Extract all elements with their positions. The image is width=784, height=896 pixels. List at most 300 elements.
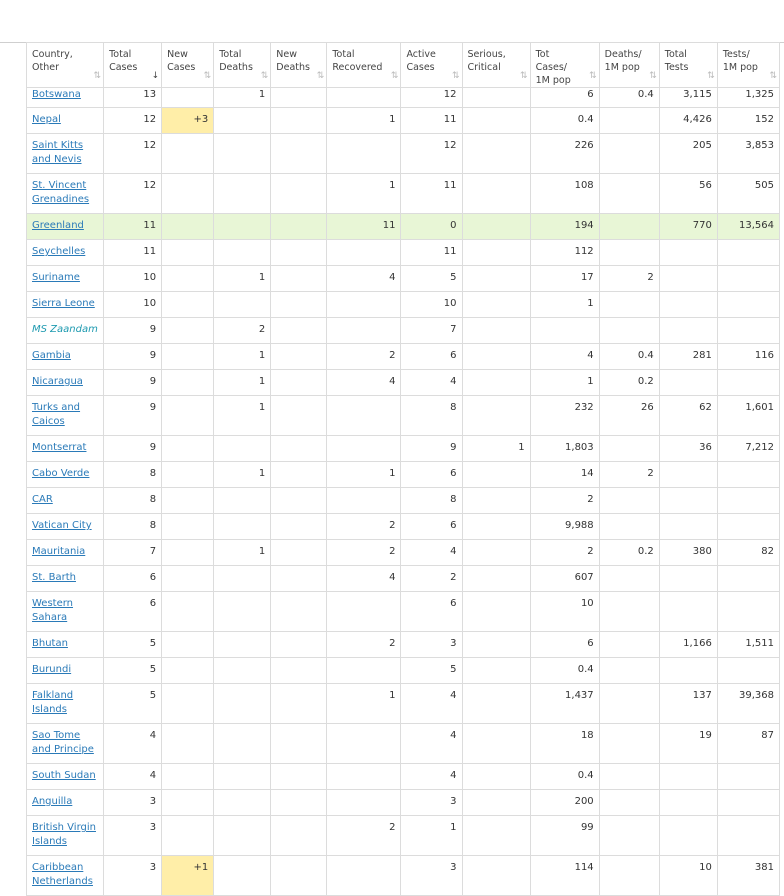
country-cell xyxy=(27,514,104,540)
data-cell: 9 xyxy=(104,396,162,436)
country-link[interactable]: St. Barth xyxy=(32,572,76,583)
data-cell xyxy=(462,396,530,436)
column-header[interactable] xyxy=(401,43,462,88)
table-row xyxy=(27,370,780,396)
data-cell: 17 xyxy=(530,266,599,292)
data-cell xyxy=(162,764,214,790)
data-cell xyxy=(271,632,327,658)
country-link[interactable]: Seychelles xyxy=(32,246,86,257)
table-row xyxy=(27,632,780,658)
data-cell xyxy=(214,514,271,540)
data-cell: 770 xyxy=(659,214,717,240)
data-cell: 2 xyxy=(327,344,401,370)
data-cell xyxy=(162,370,214,396)
data-cell: 0.4 xyxy=(599,88,659,108)
data-cell: 11 xyxy=(401,174,462,214)
data-cell xyxy=(214,292,271,318)
data-cell xyxy=(462,684,530,724)
column-header[interactable] xyxy=(104,43,162,88)
data-cell xyxy=(717,816,779,856)
country-cell xyxy=(27,370,104,396)
country-cell xyxy=(27,462,104,488)
data-cell xyxy=(327,488,401,514)
column-header[interactable] xyxy=(162,43,214,88)
data-cell: 4,426 xyxy=(659,108,717,134)
data-cell xyxy=(327,436,401,462)
data-cell: 8 xyxy=(104,514,162,540)
data-cell xyxy=(162,540,214,566)
data-cell: 1 xyxy=(530,370,599,396)
header-row xyxy=(27,43,780,88)
data-cell xyxy=(599,240,659,266)
data-cell: 226 xyxy=(530,134,599,174)
column-header[interactable] xyxy=(717,43,779,88)
data-cell: 10 xyxy=(104,292,162,318)
data-cell: 607 xyxy=(530,566,599,592)
country-link[interactable]: Bhutan xyxy=(32,638,68,649)
data-cell: 3 xyxy=(104,816,162,856)
data-cell xyxy=(462,462,530,488)
table-viewport[interactable] xyxy=(0,42,784,887)
data-cell xyxy=(462,514,530,540)
country-link[interactable]: Vatican City xyxy=(32,520,92,531)
table-row xyxy=(27,724,780,764)
data-cell: 4 xyxy=(401,724,462,764)
data-cell: 380 xyxy=(659,540,717,566)
data-cell: 12 xyxy=(104,108,162,134)
data-cell: 8 xyxy=(104,488,162,514)
data-cell: +1 xyxy=(162,856,214,896)
data-cell xyxy=(327,318,401,344)
country-link[interactable]: Anguilla xyxy=(32,796,73,807)
table-row xyxy=(27,174,780,214)
data-cell xyxy=(462,816,530,856)
country-link[interactable]: Greenland xyxy=(32,220,84,231)
table-row xyxy=(27,816,780,856)
data-cell xyxy=(162,684,214,724)
data-cell: 2 xyxy=(327,514,401,540)
table-row xyxy=(27,88,780,108)
data-cell: 152 xyxy=(717,108,779,134)
data-cell: 99 xyxy=(530,816,599,856)
country-link[interactable]: Nepal xyxy=(32,114,61,125)
column-header[interactable] xyxy=(462,43,530,88)
data-cell xyxy=(162,344,214,370)
data-cell xyxy=(162,240,214,266)
data-cell: 7 xyxy=(104,540,162,566)
data-cell xyxy=(327,396,401,436)
data-cell xyxy=(271,436,327,462)
data-cell: 9 xyxy=(401,436,462,462)
column-header-label: Total Deaths xyxy=(219,49,253,73)
table-row xyxy=(27,592,780,632)
data-cell xyxy=(162,566,214,592)
data-cell xyxy=(162,724,214,764)
data-cell: 6 xyxy=(104,566,162,592)
data-cell xyxy=(271,462,327,488)
data-cell xyxy=(462,134,530,174)
data-cell: 1,325 xyxy=(717,88,779,108)
country-cell xyxy=(27,856,104,896)
data-cell: 116 xyxy=(717,344,779,370)
data-cell: 1 xyxy=(214,462,271,488)
data-cell: 4 xyxy=(327,566,401,592)
data-cell: 2 xyxy=(327,632,401,658)
country-link[interactable]: CAR xyxy=(32,494,53,505)
data-cell xyxy=(162,214,214,240)
data-cell xyxy=(162,632,214,658)
column-header[interactable] xyxy=(327,43,401,88)
data-cell xyxy=(599,108,659,134)
country-link[interactable]: Burundi xyxy=(32,664,72,675)
data-cell: 1 xyxy=(327,108,401,134)
data-cell xyxy=(599,292,659,318)
data-cell xyxy=(327,790,401,816)
data-cell: 1 xyxy=(214,370,271,396)
data-cell xyxy=(462,344,530,370)
data-cell xyxy=(599,214,659,240)
data-cell xyxy=(327,592,401,632)
data-cell xyxy=(599,514,659,540)
data-cell xyxy=(717,240,779,266)
country-cell xyxy=(27,816,104,856)
sort-icon[interactable]: ⇅ xyxy=(390,71,397,81)
data-cell xyxy=(599,764,659,790)
data-cell xyxy=(462,488,530,514)
data-cell xyxy=(271,396,327,436)
data-cell xyxy=(162,514,214,540)
column-header-label: New Cases xyxy=(167,49,196,73)
data-cell: 205 xyxy=(659,134,717,174)
table-row xyxy=(27,292,780,318)
data-cell xyxy=(659,764,717,790)
data-cell xyxy=(327,134,401,174)
data-cell xyxy=(214,488,271,514)
data-cell: +3 xyxy=(162,108,214,134)
data-cell: 39,368 xyxy=(717,684,779,724)
column-header-label: Total Cases xyxy=(109,49,138,73)
data-cell: 2 xyxy=(327,540,401,566)
data-cell: 1,437 xyxy=(530,684,599,724)
data-cell: 232 xyxy=(530,396,599,436)
data-cell xyxy=(162,436,214,462)
data-cell xyxy=(271,370,327,396)
data-cell xyxy=(271,592,327,632)
data-cell: 4 xyxy=(401,684,462,724)
data-cell xyxy=(214,658,271,684)
data-cell xyxy=(462,88,530,108)
sort-icon[interactable]: ⇅ xyxy=(707,71,713,81)
data-cell xyxy=(599,856,659,896)
data-cell xyxy=(271,764,327,790)
data-cell: 10 xyxy=(401,292,462,318)
data-cell xyxy=(717,292,779,318)
data-cell xyxy=(659,292,717,318)
data-cell xyxy=(214,108,271,134)
sort-icon[interactable]: ⇅ xyxy=(589,71,595,81)
table-row xyxy=(27,108,780,134)
data-cell xyxy=(271,266,327,292)
table-row xyxy=(27,856,780,896)
data-cell xyxy=(214,764,271,790)
data-cell xyxy=(271,318,327,344)
sort-icon[interactable]: ⇅ xyxy=(520,71,526,81)
table-row xyxy=(27,790,780,816)
data-cell xyxy=(599,134,659,174)
data-cell: 108 xyxy=(530,174,599,214)
data-cell: 6 xyxy=(401,344,462,370)
data-cell xyxy=(162,816,214,856)
column-header-label: Country, Other xyxy=(32,49,73,73)
table-row xyxy=(27,266,780,292)
table-row xyxy=(27,396,780,436)
table-row xyxy=(27,134,780,174)
data-cell: 3,853 xyxy=(717,134,779,174)
column-header-label: Total Tests xyxy=(664,49,689,73)
data-cell: 3 xyxy=(104,856,162,896)
column-header-label: Active Cases xyxy=(406,49,436,73)
data-cell xyxy=(530,318,599,344)
data-cell xyxy=(462,174,530,214)
data-cell xyxy=(599,658,659,684)
data-cell xyxy=(717,566,779,592)
country-link[interactable]: Gambia xyxy=(32,350,71,361)
data-cell xyxy=(462,764,530,790)
data-cell xyxy=(271,724,327,764)
table-row xyxy=(27,214,780,240)
data-cell xyxy=(214,724,271,764)
data-cell xyxy=(717,370,779,396)
data-cell: 1 xyxy=(327,462,401,488)
column-header[interactable] xyxy=(530,43,599,88)
data-cell xyxy=(599,592,659,632)
data-cell xyxy=(162,266,214,292)
data-cell xyxy=(214,856,271,896)
data-cell: 1 xyxy=(214,540,271,566)
column-header-label: Deaths/ 1M pop xyxy=(604,49,642,73)
data-cell xyxy=(162,88,214,108)
country-link[interactable]: Sierra Leone xyxy=(32,298,95,309)
data-cell: 6 xyxy=(401,514,462,540)
country-link[interactable]: Sao Tome and Principe xyxy=(32,730,94,755)
country-cell xyxy=(27,108,104,134)
data-cell: 3 xyxy=(401,790,462,816)
data-cell xyxy=(162,134,214,174)
sort-icon[interactable]: ⇅ xyxy=(649,71,655,81)
data-cell: 62 xyxy=(659,396,717,436)
country-cell xyxy=(27,436,104,462)
data-cell: 82 xyxy=(717,540,779,566)
data-cell: 381 xyxy=(717,856,779,896)
country-link[interactable]: Nicaragua xyxy=(32,376,83,387)
data-cell: 2 xyxy=(530,540,599,566)
data-cell: 10 xyxy=(530,592,599,632)
sort-icon[interactable]: ⇅ xyxy=(203,71,210,81)
sort-icon[interactable]: ⇅ xyxy=(93,71,100,81)
data-cell: 194 xyxy=(530,214,599,240)
sort-icon[interactable]: ⇅ xyxy=(769,71,775,81)
data-cell: 1 xyxy=(327,684,401,724)
country-link[interactable]: Falkland Islands xyxy=(32,690,74,715)
data-cell: 1,601 xyxy=(717,396,779,436)
country-link[interactable]: Montserrat xyxy=(32,442,87,453)
data-cell: 36 xyxy=(659,436,717,462)
data-cell: 2 xyxy=(401,566,462,592)
data-cell: 4 xyxy=(104,764,162,790)
country-cell xyxy=(27,724,104,764)
data-cell xyxy=(659,240,717,266)
data-cell: 1 xyxy=(214,88,271,108)
data-cell xyxy=(462,370,530,396)
data-cell: 112 xyxy=(530,240,599,266)
column-header[interactable] xyxy=(27,43,104,88)
data-cell: 12 xyxy=(104,174,162,214)
data-cell xyxy=(271,214,327,240)
data-cell: 56 xyxy=(659,174,717,214)
country-cell xyxy=(27,488,104,514)
country-link[interactable]: British Virgin Islands xyxy=(32,822,96,847)
country-link[interactable]: Western Sahara xyxy=(32,598,74,623)
data-cell: 3 xyxy=(104,790,162,816)
data-cell xyxy=(462,724,530,764)
data-cell: 6 xyxy=(530,88,599,108)
data-cell xyxy=(462,632,530,658)
data-cell xyxy=(271,790,327,816)
country-link[interactable]: South Sudan xyxy=(32,770,96,781)
country-link[interactable]: St. Vincent Grenadines xyxy=(32,180,90,205)
country-link[interactable]: Saint Kitts and Nevis xyxy=(32,140,84,165)
data-cell: 19 xyxy=(659,724,717,764)
data-cell xyxy=(462,592,530,632)
country-link[interactable]: Cabo Verde xyxy=(32,468,90,479)
data-cell xyxy=(659,370,717,396)
table-row xyxy=(27,764,780,790)
data-cell xyxy=(659,790,717,816)
data-cell xyxy=(327,240,401,266)
data-cell xyxy=(599,632,659,658)
sort-icon[interactable]: ⇅ xyxy=(451,71,458,81)
data-cell: 5 xyxy=(401,658,462,684)
data-cell: 1 xyxy=(462,436,530,462)
data-cell xyxy=(271,514,327,540)
country-cell xyxy=(27,266,104,292)
data-cell xyxy=(271,240,327,266)
data-cell xyxy=(462,540,530,566)
data-cell: 7,212 xyxy=(717,436,779,462)
data-cell: 0.4 xyxy=(530,658,599,684)
data-cell xyxy=(599,436,659,462)
data-cell: 5 xyxy=(104,632,162,658)
table-row xyxy=(27,658,780,684)
data-cell: 114 xyxy=(530,856,599,896)
data-cell: 11 xyxy=(104,214,162,240)
data-cell xyxy=(659,592,717,632)
data-cell: 200 xyxy=(530,790,599,816)
data-cell: 11 xyxy=(104,240,162,266)
data-cell xyxy=(162,592,214,632)
data-cell: 5 xyxy=(401,266,462,292)
data-cell xyxy=(599,724,659,764)
data-cell xyxy=(162,790,214,816)
data-cell: 8 xyxy=(104,462,162,488)
data-cell xyxy=(717,592,779,632)
data-cell: 11 xyxy=(401,108,462,134)
column-header-label: Tot Cases/ 1M pop xyxy=(535,49,571,86)
data-cell: 6 xyxy=(401,592,462,632)
data-cell xyxy=(717,790,779,816)
data-cell: 13,564 xyxy=(717,214,779,240)
data-cell: 7 xyxy=(401,318,462,344)
country-link[interactable]: Turks and Caicos xyxy=(32,402,81,427)
data-cell xyxy=(214,684,271,724)
sort-icon[interactable]: ⇅ xyxy=(260,71,267,81)
data-cell: 2 xyxy=(599,462,659,488)
data-cell: 4 xyxy=(327,370,401,396)
data-cell xyxy=(462,240,530,266)
data-cell xyxy=(659,266,717,292)
data-cell xyxy=(717,764,779,790)
table-row xyxy=(27,488,780,514)
data-cell: 4 xyxy=(401,540,462,566)
data-cell: 1 xyxy=(401,816,462,856)
column-header[interactable] xyxy=(271,43,327,88)
data-cell: 9,988 xyxy=(530,514,599,540)
data-cell xyxy=(659,566,717,592)
table-row xyxy=(27,344,780,370)
data-cell: 6 xyxy=(401,462,462,488)
data-cell xyxy=(462,214,530,240)
data-cell xyxy=(271,88,327,108)
country-name: MS Zaandam xyxy=(32,324,98,335)
country-cell xyxy=(27,566,104,592)
data-cell xyxy=(214,240,271,266)
data-cell xyxy=(462,566,530,592)
sort-desc-icon[interactable]: ↓ xyxy=(151,71,158,81)
country-cell xyxy=(27,344,104,370)
data-cell: 3,115 xyxy=(659,88,717,108)
data-cell xyxy=(462,856,530,896)
data-cell: 2 xyxy=(327,816,401,856)
country-link[interactable]: Mauritania xyxy=(32,546,86,557)
data-cell: 18 xyxy=(530,724,599,764)
column-header-label: Tests/ 1M pop xyxy=(722,49,758,73)
data-cell xyxy=(717,658,779,684)
data-cell xyxy=(599,816,659,856)
data-cell xyxy=(462,658,530,684)
data-cell xyxy=(327,764,401,790)
data-cell: 0.4 xyxy=(530,108,599,134)
data-cell: 1 xyxy=(214,396,271,436)
table-row xyxy=(27,684,780,724)
column-header[interactable] xyxy=(599,43,659,88)
country-cell xyxy=(27,240,104,266)
data-cell: 9 xyxy=(104,436,162,462)
data-cell: 4 xyxy=(104,724,162,764)
country-link[interactable]: Botswana xyxy=(32,89,81,100)
data-cell: 2 xyxy=(599,266,659,292)
data-cell: 11 xyxy=(401,240,462,266)
country-link[interactable]: Suriname xyxy=(32,272,80,283)
data-cell: 5 xyxy=(104,658,162,684)
data-cell: 14 xyxy=(530,462,599,488)
column-header[interactable] xyxy=(659,43,717,88)
column-header[interactable] xyxy=(214,43,271,88)
data-cell: 6 xyxy=(530,632,599,658)
data-cell: 10 xyxy=(659,856,717,896)
data-cell: 0.4 xyxy=(530,764,599,790)
sort-icon[interactable]: ⇅ xyxy=(316,71,323,81)
country-link[interactable]: Caribbean Netherlands xyxy=(32,862,93,887)
